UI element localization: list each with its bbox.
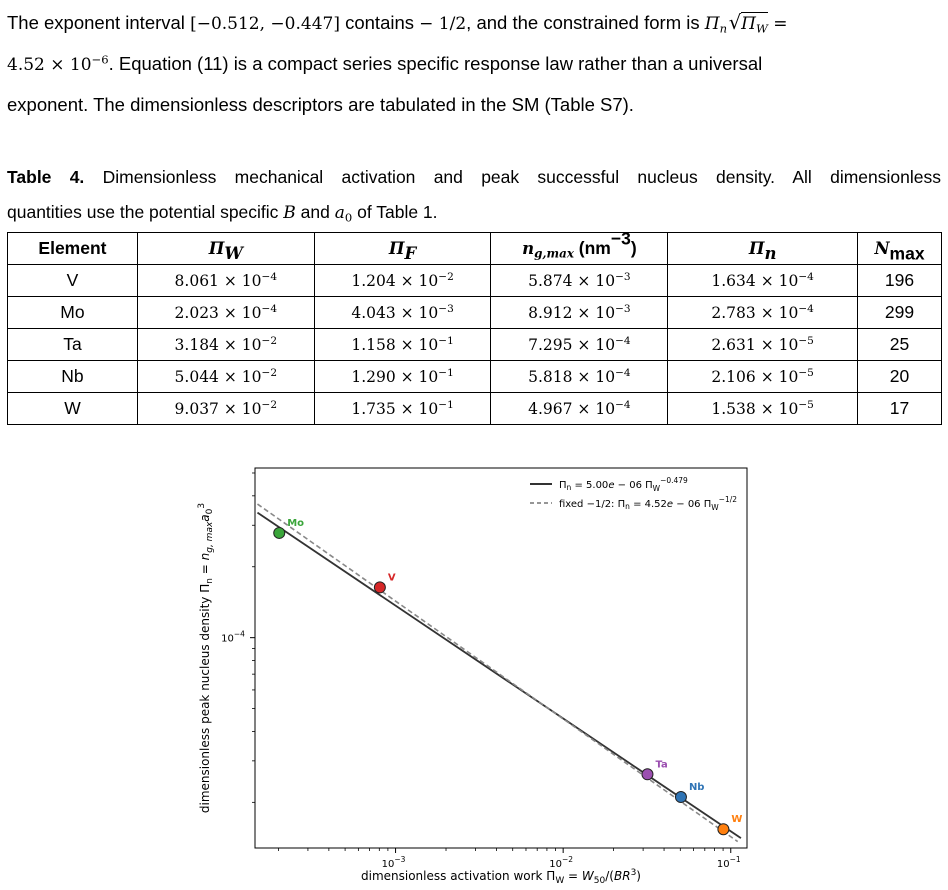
cell-pi-w bbox=[137, 265, 314, 297]
paragraph-text: contains bbox=[339, 12, 420, 33]
cell-exp: −5 bbox=[798, 366, 814, 379]
point-label-ta: Ta bbox=[655, 759, 668, 771]
cell-mantissa: 3.184 × 10 bbox=[174, 335, 262, 354]
header-pi-f bbox=[314, 233, 491, 265]
cell-pi-w bbox=[137, 297, 314, 329]
cell-n-max: 196 bbox=[858, 265, 942, 297]
cell-n-max: 299 bbox=[858, 297, 942, 329]
cell-pi-f bbox=[314, 393, 491, 425]
data-point-nb bbox=[675, 792, 686, 803]
table-row bbox=[8, 329, 942, 361]
caption-symbol-a0: $a_0$ bbox=[334, 203, 353, 225]
data-point-w bbox=[718, 824, 729, 835]
cell-mantissa: 8.912 × 10 bbox=[528, 303, 616, 322]
cell-mantissa: 5.874 × 10 bbox=[528, 271, 616, 290]
cell-pi-w bbox=[137, 393, 314, 425]
header-subscript: n bbox=[764, 243, 777, 263]
cell-pi-f bbox=[314, 265, 491, 297]
point-label-mo: Mo bbox=[287, 517, 305, 529]
x-tick-exponent: −2 bbox=[561, 855, 574, 864]
cell-element: Ta bbox=[8, 329, 138, 361]
cell-mantissa: 1.538 × 10 bbox=[711, 399, 799, 418]
dimensionless-table bbox=[7, 228, 942, 425]
body-paragraph bbox=[7, 3, 941, 124]
cell-ng-max bbox=[491, 393, 668, 425]
cell-mantissa: 5.818 × 10 bbox=[528, 367, 616, 386]
caption-symbol-b: B bbox=[283, 203, 296, 223]
y-tick-label: $10^{-4}$ bbox=[221, 629, 245, 645]
cell-mantissa: 2.023 × 10 bbox=[174, 303, 262, 322]
cell-exp: −1 bbox=[438, 398, 454, 411]
half-exponent: − 1/2 bbox=[419, 14, 467, 34]
cell-exp: −2 bbox=[261, 366, 278, 379]
cell-pi-f bbox=[314, 361, 491, 393]
cell-ng-max bbox=[491, 361, 668, 393]
cell-mantissa: 1.634 × 10 bbox=[711, 271, 799, 290]
y-tick-exponent: −4 bbox=[233, 629, 245, 639]
cell-pi-n bbox=[668, 329, 858, 361]
cell-exp: −4 bbox=[261, 270, 278, 283]
cell-exp: −1 bbox=[438, 366, 454, 379]
fit-lines bbox=[257, 504, 743, 842]
cell-mantissa: 2.631 × 10 bbox=[711, 335, 799, 354]
cell-ng-max bbox=[491, 329, 668, 361]
cell-exp: −3 bbox=[615, 270, 631, 283]
cell-pi-f bbox=[314, 329, 491, 361]
y-axis-label: dimensionless peak nucleus density $\Pi_n = n_{g, max}a_0^3$ bbox=[197, 502, 215, 814]
exponent-interval: [−0.512, −0.447] bbox=[190, 14, 340, 34]
cell-exp: −2 bbox=[261, 398, 278, 411]
cell-exp: −4 bbox=[798, 270, 814, 283]
prefactor-exp: −6 bbox=[91, 52, 109, 67]
point-label-v: V bbox=[387, 572, 396, 584]
cell-mantissa: 4.967 × 10 bbox=[528, 399, 616, 418]
cell-mantissa: 1.735 × 10 bbox=[351, 399, 439, 418]
cell-mantissa: 1.290 × 10 bbox=[351, 367, 439, 386]
header-subscript: W bbox=[224, 243, 243, 263]
cell-exp: −1 bbox=[438, 334, 454, 347]
data-point-mo bbox=[274, 527, 285, 538]
cell-pi-n bbox=[668, 393, 858, 425]
header-subscript-text: g,max bbox=[534, 246, 574, 261]
cell-n-max: 17 bbox=[858, 393, 942, 425]
x-tick-exponent: −1 bbox=[729, 855, 741, 864]
header-n-max bbox=[858, 233, 942, 265]
cell-exp: −3 bbox=[438, 302, 454, 315]
paragraph-text: , and the constrained form is bbox=[466, 12, 705, 33]
log-log-chart bbox=[190, 458, 760, 888]
header-subscript bbox=[534, 247, 574, 261]
plot-frame bbox=[255, 468, 747, 848]
x-tick-label: $10^{-2}$ bbox=[549, 855, 574, 870]
header-symbol: Π bbox=[208, 239, 225, 258]
header-pi-w bbox=[137, 233, 314, 265]
cell-exp: −4 bbox=[615, 398, 631, 411]
cell-ng-max bbox=[491, 265, 668, 297]
caption-a0-letter: a bbox=[334, 203, 345, 223]
cell-exp: −4 bbox=[615, 366, 631, 379]
point-label-w: W bbox=[731, 814, 743, 826]
table-row bbox=[8, 265, 942, 297]
header-unit-exp: −3 bbox=[610, 228, 631, 249]
header-subscript: max bbox=[889, 243, 925, 264]
cell-n-max: 20 bbox=[858, 361, 942, 393]
data-point-v bbox=[374, 582, 385, 593]
cell-exp: −4 bbox=[798, 302, 814, 315]
caption-text: Dimensionless mechanical activation and peak successful nucleus density. All dimensionless bbox=[84, 167, 941, 187]
cell-mantissa: 8.061 × 10 bbox=[174, 271, 262, 290]
cell-pi-f bbox=[314, 297, 491, 329]
x-axis-label: dimensionless activation work $\Pi_W = W_{50}/(BR^3)$ bbox=[361, 868, 641, 886]
cell-mantissa: 1.204 × 10 bbox=[351, 271, 439, 290]
cell-n-max: 25 bbox=[858, 329, 942, 361]
fixed-slope-line bbox=[257, 504, 737, 842]
caption-line-1 bbox=[7, 160, 941, 195]
caption-line-2 bbox=[7, 195, 941, 231]
x-tick-exponent: −3 bbox=[394, 855, 406, 864]
header-symbol: Π bbox=[388, 239, 405, 258]
cell-exp: −2 bbox=[261, 334, 278, 347]
header-symbol: n bbox=[522, 239, 535, 258]
table-row bbox=[8, 393, 942, 425]
caption-text: of Table 1. bbox=[352, 202, 438, 222]
point-label-nb: Nb bbox=[688, 782, 705, 794]
cell-element: Mo bbox=[8, 297, 138, 329]
constrained-form-math: $\Pi_n$ $√\Pi_W$ bbox=[704, 11, 768, 36]
cell-exp: −4 bbox=[615, 334, 631, 347]
paragraph-line-3: exponent. The dimensionless descriptors are tabulated in the SM (Table S7). bbox=[7, 94, 634, 115]
header-element: Element bbox=[8, 233, 138, 265]
header-unit: (nm bbox=[573, 238, 611, 258]
caption-label: Table 4. bbox=[7, 167, 85, 187]
paragraph-line-1 bbox=[7, 3, 941, 44]
cell-element: Nb bbox=[8, 361, 138, 393]
chart-legend bbox=[530, 476, 737, 512]
cell-mantissa: 4.043 × 10 bbox=[351, 303, 439, 322]
cell-ng-max bbox=[491, 297, 668, 329]
fit-line bbox=[257, 513, 743, 839]
prefactor-coef: 4.52 × 10 bbox=[7, 55, 92, 75]
cell-mantissa: 2.783 × 10 bbox=[711, 303, 799, 322]
cell-exp: −3 bbox=[615, 302, 631, 315]
cell-pi-n bbox=[668, 265, 858, 297]
cell-exp: −4 bbox=[261, 302, 278, 315]
cell-exp: −5 bbox=[798, 398, 814, 411]
header-unit-close: ) bbox=[630, 238, 637, 258]
table-row bbox=[8, 361, 942, 393]
header-symbol: N bbox=[874, 239, 890, 258]
header-ng-max bbox=[491, 228, 668, 265]
header-symbol: Π bbox=[748, 239, 765, 258]
cell-element: V bbox=[8, 265, 138, 297]
cell-mantissa: 7.295 × 10 bbox=[528, 335, 616, 354]
table-caption bbox=[7, 160, 941, 231]
cell-pi-w bbox=[137, 361, 314, 393]
data-point-ta bbox=[642, 769, 653, 780]
table-header-row bbox=[8, 233, 942, 265]
cell-mantissa: 5.044 × 10 bbox=[174, 367, 262, 386]
cell-pi-n bbox=[668, 361, 858, 393]
paragraph-text: The exponent interval bbox=[7, 12, 191, 33]
cell-exp: −5 bbox=[798, 334, 814, 347]
header-subscript: F bbox=[404, 243, 417, 263]
cell-mantissa: 1.158 × 10 bbox=[351, 335, 439, 354]
cell-pi-n bbox=[668, 297, 858, 329]
legend-fit-label: $\Pi_n = 5.00e - 06$ $\Pi_W^{-0.479}$ bbox=[559, 476, 688, 493]
cell-mantissa: 2.106 × 10 bbox=[711, 367, 799, 386]
table-row bbox=[8, 297, 942, 329]
caption-text: quantities use the potential specific bbox=[7, 202, 284, 222]
cell-mantissa: 9.037 × 10 bbox=[174, 399, 262, 418]
equals-sign: = bbox=[773, 14, 788, 34]
cell-pi-w bbox=[137, 329, 314, 361]
x-tick-label: $10^{-1}$ bbox=[716, 855, 741, 870]
paragraph-line-2 bbox=[7, 44, 941, 85]
caption-text: and bbox=[295, 202, 335, 222]
cell-exp: −2 bbox=[438, 270, 454, 283]
paragraph-text: . Equation (11) is a compact series specific response law rather than a universal bbox=[108, 53, 763, 74]
cell-element: W bbox=[8, 393, 138, 425]
prefactor-value bbox=[7, 52, 109, 75]
legend-fixed-label: fixed −1/2: $\Pi_n = 4.52e - 06$ $\Pi_W^{-1/2}$ bbox=[559, 495, 738, 512]
header-pi-n bbox=[668, 233, 858, 265]
x-tick-label: $10^{-3}$ bbox=[381, 855, 406, 870]
